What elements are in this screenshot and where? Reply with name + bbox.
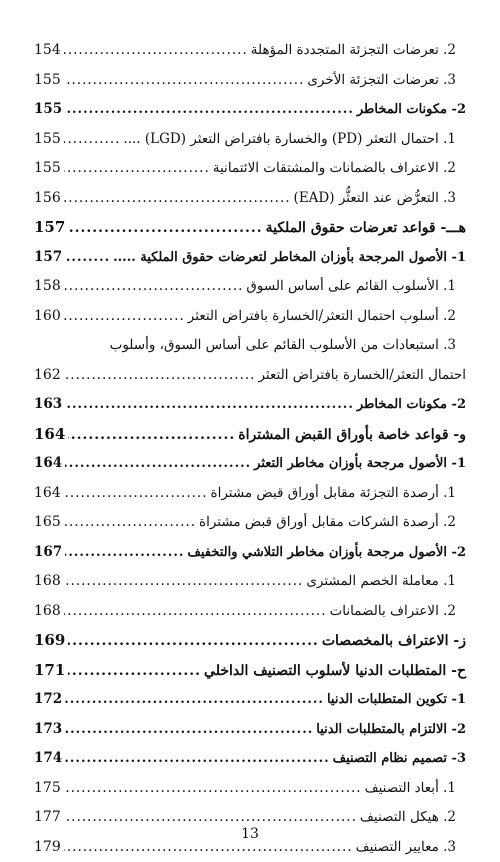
toc-page-number: 171 bbox=[34, 656, 65, 686]
dot-leader bbox=[64, 272, 244, 302]
toc-entry-text: 3. معايير التصنيف bbox=[356, 833, 466, 862]
toc-page-number: 168 bbox=[34, 597, 61, 627]
toc-entry-text: 2. أرصدة الشركات مقابل أوراق قبض مشتراة bbox=[199, 508, 466, 538]
dot-leader bbox=[68, 627, 319, 657]
toc-entry-text: 2- الأصول مرجحة بأوزان مخاطر التلاشي والتخفيف bbox=[187, 538, 466, 568]
toc-page-number: 158 bbox=[34, 272, 61, 302]
toc-entry-text: 2. أسلوب احتمال التعثر/الخسارة بافتراض التعثر bbox=[188, 302, 466, 332]
toc-page-number: 174 bbox=[34, 744, 62, 774]
dot-leader bbox=[64, 66, 305, 96]
toc-entry-text: 2. الاعتراف بالضمانات والمشتقات الائتمانية bbox=[213, 154, 466, 184]
toc-entry-text: 2. هيكل التصنيف bbox=[360, 803, 466, 833]
toc-entry-text: احتمال التعثر/الخسارة بافتراض التعثر bbox=[258, 361, 466, 391]
toc-entry[interactable] bbox=[34, 479, 466, 509]
dot-leader bbox=[65, 538, 184, 568]
toc-entry[interactable] bbox=[34, 272, 466, 302]
toc-page-number: 167 bbox=[34, 538, 62, 568]
toc-entry[interactable] bbox=[34, 656, 466, 686]
toc-page-number: 163 bbox=[34, 390, 62, 420]
dot-leader bbox=[64, 36, 248, 66]
toc-entry[interactable] bbox=[34, 125, 466, 155]
toc-page-number: 172 bbox=[34, 685, 62, 715]
dot-leader bbox=[64, 597, 327, 627]
toc-entry[interactable] bbox=[34, 95, 466, 125]
toc-page-number: 154 bbox=[34, 36, 61, 66]
toc-entry-text: و- قواعد خاصة بأوراق القبض المشتراة bbox=[238, 421, 466, 451]
toc-entry[interactable] bbox=[34, 538, 466, 568]
toc-page-number: 155 bbox=[34, 95, 62, 125]
toc-entry[interactable] bbox=[34, 154, 466, 184]
dot-leader bbox=[64, 184, 291, 214]
toc-entry-text: 1- الأصول المرجحة بأوزان المخاطر لتعرضات حقوق الملكية ..... bbox=[113, 243, 466, 273]
toc-entry[interactable] bbox=[34, 449, 466, 479]
toc-entry-text: هـــ- قواعد تعرضات حقوق الملكية bbox=[266, 214, 466, 244]
toc-entry[interactable] bbox=[34, 567, 466, 597]
toc-page-number: 160 bbox=[34, 302, 61, 332]
dot-leader bbox=[65, 744, 329, 774]
toc-entry[interactable] bbox=[34, 213, 466, 243]
dot-leader bbox=[64, 479, 208, 509]
toc-entry-text: 2. الاعتراف بالضمانات bbox=[330, 597, 466, 627]
toc-entry[interactable] bbox=[34, 626, 466, 656]
toc-page-number: 162 bbox=[34, 361, 61, 391]
toc-entry-text: 1- تكوين المتطلبات الدنيا bbox=[327, 685, 466, 715]
toc-entry[interactable] bbox=[34, 685, 466, 715]
toc-page-number: 164 bbox=[34, 479, 61, 509]
toc-page-number: 156 bbox=[34, 184, 61, 214]
toc-page-number: 173 bbox=[34, 715, 62, 745]
table-of-contents bbox=[34, 36, 466, 862]
toc-entry-text: 1. الأسلوب القائم على أساس السوق bbox=[246, 272, 466, 302]
dot-leader bbox=[65, 95, 354, 125]
toc-entry-text: ز- الاعتراف بالمخصصات bbox=[322, 627, 466, 657]
toc-entry-text: 1. احتمال التعثر (PD) والخسارة بافتراض التعثر (LGD) .... bbox=[123, 125, 466, 155]
toc-entry-text: 1. أبعاد التصنيف bbox=[365, 774, 466, 804]
toc-entry[interactable] bbox=[34, 744, 466, 774]
toc-page-number: 165 bbox=[34, 508, 61, 538]
dot-leader bbox=[64, 774, 362, 804]
toc-entry[interactable] bbox=[34, 597, 466, 627]
toc-entry[interactable] bbox=[34, 508, 466, 538]
toc-entry-text: 3. التعرُّض عند التعثُّر (EAD) bbox=[294, 184, 466, 214]
page-number: 13 bbox=[0, 826, 500, 842]
dot-leader bbox=[68, 421, 235, 451]
dot-leader bbox=[64, 125, 121, 155]
toc-entry-text: 1. أرصدة التجزئة مقابل أوراق قبض مشتراة bbox=[211, 479, 466, 509]
toc-entry[interactable] bbox=[34, 361, 466, 391]
dot-leader bbox=[64, 154, 210, 184]
toc-page-number: 175 bbox=[34, 774, 61, 804]
toc-page-number: 157 bbox=[34, 243, 62, 273]
toc-entry-text: 2- مكونات المخاطر bbox=[357, 390, 466, 420]
toc-entry-text: 2. تعرضات التجزئة المتجددة المؤهلة bbox=[251, 36, 466, 66]
toc-entry-text: 1. معاملة الخصم المشترى bbox=[306, 567, 466, 597]
toc-entry-text: 3. استبعادات من الأسلوب القائم على أساس السوق، وأسلوب bbox=[34, 331, 466, 361]
toc-entry[interactable] bbox=[34, 66, 466, 96]
dot-leader bbox=[64, 508, 196, 538]
toc-entry[interactable] bbox=[34, 243, 466, 273]
toc-page-number: 169 bbox=[34, 626, 65, 656]
dot-leader bbox=[64, 567, 304, 597]
toc-entry-text: 2- الالتزام بالمتطلبات الدنيا bbox=[316, 715, 466, 745]
toc-entry[interactable] bbox=[34, 390, 466, 420]
toc-page-number: 155 bbox=[34, 66, 61, 96]
toc-entry[interactable] bbox=[34, 36, 466, 66]
toc-entry[interactable] bbox=[34, 774, 466, 804]
toc-entry-text: 1- الأصول مرجحة بأوزان مخاطر التعثر bbox=[254, 449, 466, 479]
dot-leader bbox=[65, 449, 251, 479]
dot-leader bbox=[65, 243, 110, 273]
toc-page-number: 155 bbox=[34, 125, 61, 155]
toc-page-number: 177 bbox=[34, 803, 61, 833]
dot-leader bbox=[64, 302, 185, 332]
toc-entry-text: 2- مكونات المخاطر bbox=[357, 95, 466, 125]
dot-leader bbox=[68, 657, 201, 687]
toc-page-number: 164 bbox=[34, 420, 65, 450]
dot-leader bbox=[68, 214, 262, 244]
dot-leader bbox=[65, 715, 313, 745]
toc-entry[interactable] bbox=[34, 420, 466, 450]
toc-page-number: 168 bbox=[34, 567, 61, 597]
toc-page-number: 157 bbox=[34, 213, 65, 243]
toc-entry[interactable] bbox=[34, 715, 466, 745]
dot-leader bbox=[64, 361, 256, 391]
toc-page-number: 179 bbox=[34, 833, 61, 862]
toc-entry-text: ح- المتطلبات الدنيا لأسلوب التصنيف الداخلي bbox=[204, 657, 466, 687]
toc-entry[interactable] bbox=[34, 184, 466, 214]
toc-page-number: 164 bbox=[34, 449, 62, 479]
toc-page-number: 155 bbox=[34, 154, 61, 184]
toc-entry-text: 3- تصميم نظام التصنيف bbox=[333, 744, 466, 774]
dot-leader bbox=[65, 390, 354, 420]
dot-leader bbox=[65, 685, 324, 715]
toc-entry[interactable] bbox=[34, 302, 466, 332]
toc-entry-text: 3. تعرضات التجزئة الأخرى bbox=[307, 66, 466, 96]
